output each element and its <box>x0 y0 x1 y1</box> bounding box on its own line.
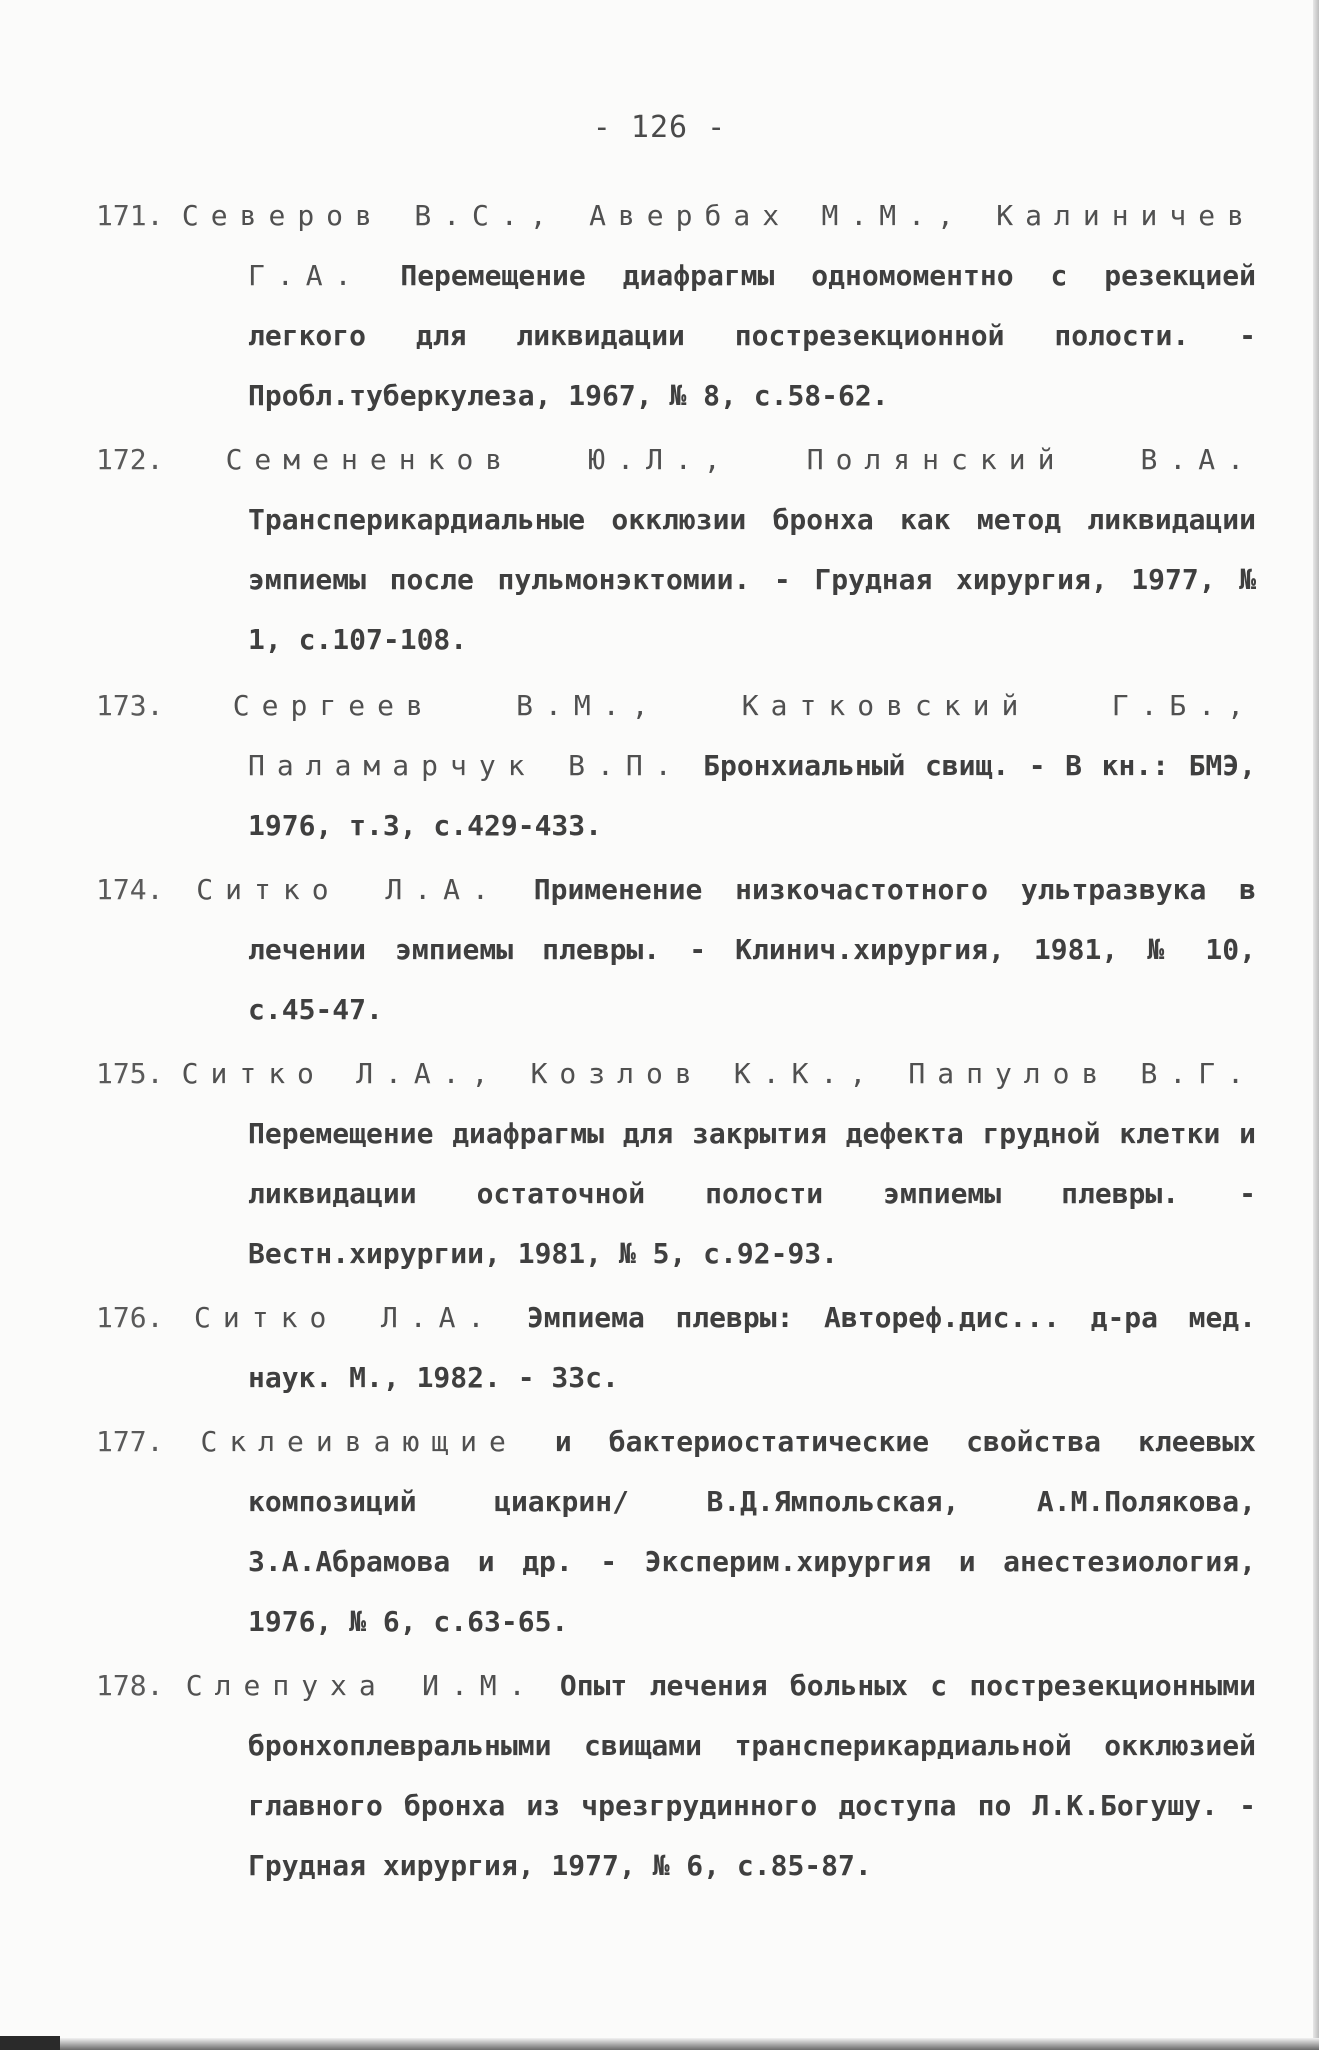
scan-edge-right <box>1313 0 1319 2050</box>
reference-number: 171. <box>96 199 164 232</box>
reference-number: 176. <box>96 1301 164 1334</box>
reference-text: Перемещение диафрагмы одномоментно с резекцией легкого для ликвидации пострезекционной полости. - Пробл.туберкулеза, 1967, № 8, с.58-62. <box>248 259 1256 412</box>
page-number: - 126 - <box>592 110 727 145</box>
reference-text: Эмпиема плевры: Автореф.дис... д-ра мед. наук. М., 1982. - 33с. <box>248 1301 1257 1394</box>
reference-authors: Семененков Ю.Л., Полянский В.А. <box>225 443 1256 476</box>
reference-text: Опыт лечения больных с пострезекционными бронхоплевральными свищами трансперикардиальной окклюзией главного бронха из чрезгрудинного доступа по Л.К.Богушу. - Грудная хирургия, 1977, № 6, с.85-87. <box>248 1669 1257 1882</box>
reference-entry <box>96 1044 1256 1284</box>
reference-number: 178. <box>96 1669 164 1702</box>
reference-text: Применение низкочастотного ультразвука в лечении эмпиемы плевры. - Клинич.хирургия, 1981, № 10, с.45-47. <box>248 873 1257 1026</box>
reference-number: 174. <box>96 873 164 906</box>
reference-entry <box>96 676 1256 856</box>
scan-corner-mark <box>0 2036 60 2050</box>
reference-entry <box>96 1412 1256 1652</box>
reference-authors: Сергеев В.М., Катковский Г.Б., Паламарчук В.П. <box>232 689 1256 782</box>
reference-authors: Северов В.С., Авербах М.М., Калиничев Г.А. <box>181 199 1256 292</box>
reference-authors: Ситко Л.А., Козлов К.К., Папулов В.Г. <box>181 1057 1256 1090</box>
reference-number: 175. <box>96 1057 164 1090</box>
reference-number: 172. <box>96 443 164 476</box>
reference-number: 173. <box>96 689 164 722</box>
reference-entry <box>96 430 1256 670</box>
scan-edge-bottom <box>0 2038 1319 2050</box>
reference-text: Перемещение диафрагмы для закрытия дефекта грудной клетки и ликвидации остаточной полости эмпиемы плевры. - Вестн.хирургии, 1981, № 5, с.92-93. <box>248 1117 1256 1270</box>
reference-authors: Ситко Л.А. <box>196 873 501 906</box>
reference-text: Трансперикардиальные окклюзии бронха как метод ликвидации эмпиемы после пульмонэктомии. - Грудная хирургия, 1977, № 1, с.107-108. <box>248 503 1256 656</box>
reference-text: Бронхиальный свищ. - В кн.: БМЭ, 1976, т.3, с.429-433. <box>248 749 1256 842</box>
reference-authors: Склеивающие <box>200 1425 518 1458</box>
reference-text: и бактериостатические свойства клеевых композиций циакрин/ В.Д.Ямпольская, А.М.Полякова, З.А.Абрамова и др. - Эксперим.хирургия и анестезиология, 1976, № 6, с.63-65. <box>248 1425 1256 1638</box>
reference-list <box>96 186 1256 1896</box>
reference-authors: Слепуха И.М. <box>185 1669 538 1702</box>
reference-authors: Ситко Л.А. <box>194 1301 497 1334</box>
reference-entry <box>96 860 1256 1040</box>
reference-entry <box>96 1656 1256 1896</box>
reference-entry <box>96 1288 1256 1408</box>
reference-entry <box>96 186 1256 426</box>
reference-number: 177. <box>96 1425 164 1458</box>
